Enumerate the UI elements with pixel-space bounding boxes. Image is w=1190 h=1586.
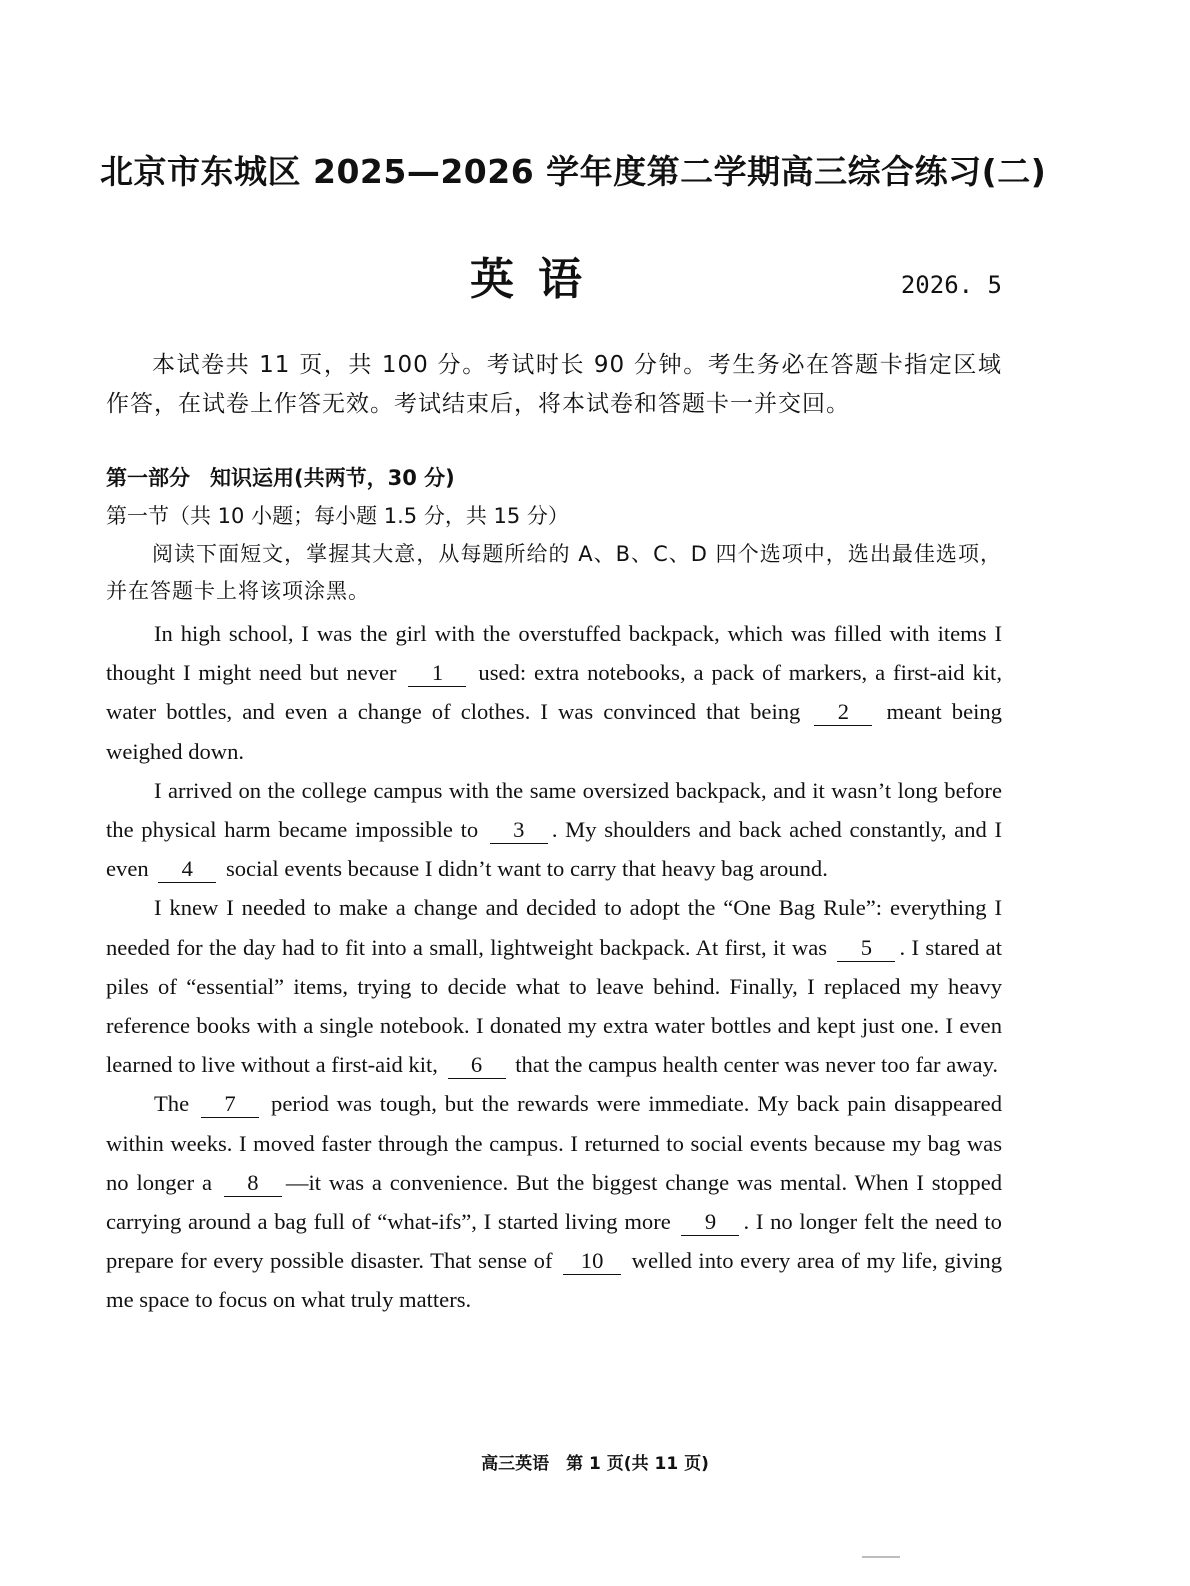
part-one-label: 第一部分 xyxy=(106,466,190,490)
passage-text: welled into every area of my life, giving me space to focus on what truly matters. xyxy=(106,1248,1002,1313)
cloze-blank-6: 6 xyxy=(448,1052,506,1079)
passage-text: meant being weighed down. xyxy=(106,699,1002,764)
passage-text: The xyxy=(154,1091,190,1117)
passage-text: In high school, I was the girl with the overstuffed backpack, which was filled with items I thought I might need but never xyxy=(106,621,1002,686)
cloze-blank-1: 1 xyxy=(408,660,466,687)
passage-text: social events because I didn’t want to carry that heavy bag around. xyxy=(225,856,828,882)
passage-text: . I stared at piles of “essential” items, trying to decide what to leave behind. Finally, I replaced my heavy reference books with a single notebook. I donated my extra water bottles and kept just one. I even learned to live without a first-aid kit, xyxy=(106,934,1002,1078)
passage-paragraph-4 xyxy=(106,1084,1002,1319)
passage-text: . My shoulders and back ached constantly, and I even xyxy=(106,817,1002,882)
passage-text: that the campus health center was never too far away. xyxy=(515,1052,999,1078)
page-footer: 高三英语 第 1 页(共 11 页) xyxy=(481,1454,709,1474)
cloze-blank-10: 10 xyxy=(563,1248,621,1275)
cloze-passage xyxy=(106,614,1002,1320)
section-one-heading: 第一节（共 10 小题；每小题 1.5 分，共 15 分） xyxy=(106,504,569,528)
passage-paragraph-3 xyxy=(106,888,1002,1084)
exam-title: 北京市东城区 2025—2026 学年度第二学期高三综合练习(二) xyxy=(100,152,1047,191)
passage-text: I arrived on the college campus with the same oversized backpack, and it wasn’t long before the physical harm became impossible to xyxy=(106,777,1002,843)
part-one-detail: 知识运用(共两节，30 分) xyxy=(210,466,455,490)
exam-date: 2026. 5 xyxy=(900,271,1002,299)
subject-heading: 英语 xyxy=(470,254,606,305)
cloze-blank-9: 9 xyxy=(681,1209,739,1236)
cloze-blank-7: 7 xyxy=(201,1091,259,1118)
cloze-blank-2: 2 xyxy=(814,699,872,726)
scan-mark xyxy=(862,1556,900,1558)
cloze-blank-4: 4 xyxy=(158,856,216,883)
cloze-blank-8: 8 xyxy=(224,1170,282,1197)
passage-paragraph-2 xyxy=(106,771,1002,889)
exam-instructions: 本试卷共 11 页，共 100 分。考试时长 90 分钟。考生务必在答题卡指定区域作答，在试卷上作答无效。考试结束后，将本试卷和答题卡一并交回。 xyxy=(106,352,1002,417)
cloze-blank-3: 3 xyxy=(490,817,548,844)
passage-paragraph-1 xyxy=(106,614,1002,771)
part-one-heading xyxy=(106,462,455,494)
section-one-directions: 阅读下面短文，掌握其大意，从每题所给的 A、B、C、D 四个选项中，选出最佳选项，并在答题卡上将该项涂黑。 xyxy=(106,542,1002,603)
passage-text: —it was a convenience. But the biggest change was mental. When I stopped carrying around a bag full of “what-ifs”, I started living more xyxy=(106,1169,1003,1235)
passage-text: period was tough, but the rewards were immediate. My back pain disappeared within weeks. I moved faster through the campus. I returned to social events because my bag was no longer a xyxy=(106,1091,1002,1195)
cloze-blank-5: 5 xyxy=(837,935,895,962)
passage-text: I knew I needed to make a change and decided to adopt the “One Bag Rule”: everything I needed for the day had to fit into a small, lightweight backpack. At first, it was xyxy=(106,895,1002,960)
passage-text: . I no longer felt the need to prepare for every possible disaster. That sense of xyxy=(106,1209,1002,1274)
passage-text: used: extra notebooks, a pack of markers, a first-aid kit, water bottles, and even a change of clothes. I was convinced that being xyxy=(106,660,1002,725)
